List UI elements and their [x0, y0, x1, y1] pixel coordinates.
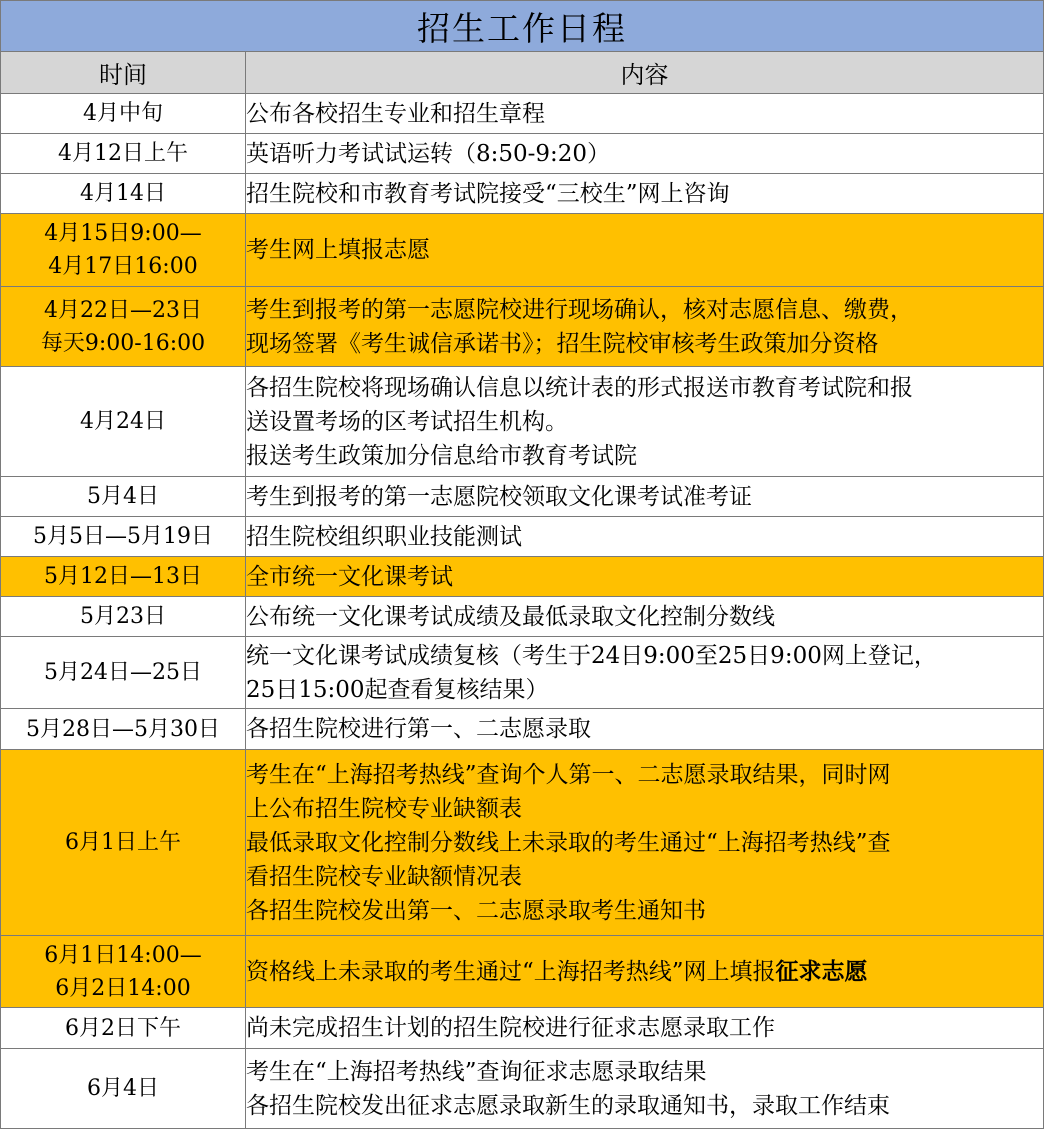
table-row: [1, 637, 1044, 709]
header-row: [1, 52, 1044, 94]
content-text: 各招生院校发出第一、二志愿录取考生通知书: [246, 897, 706, 924]
content-text: 各招生院校进行第一、二志愿录取: [246, 716, 591, 742]
content-text: 送设置考场的区考试招生机构。: [246, 408, 568, 435]
schedule-time-cell: 5月5日—5月19日: [1, 517, 246, 557]
table-row: [1, 1049, 1044, 1129]
content-line: [246, 1011, 1043, 1045]
content-line: [246, 233, 1043, 267]
content-text: 招生院校和市教育考试院接受“三校生”网上咨询: [246, 180, 730, 207]
content-emphasis: 征求志愿: [775, 957, 868, 985]
content-text: 公布统一文化课考试成绩及最低录取文化控制分数线: [246, 603, 775, 630]
schedule-content-cell: [246, 597, 1044, 637]
table-row: [1, 936, 1044, 1008]
schedule-time-cell: 4月24日: [1, 367, 246, 477]
content-line: [246, 894, 1043, 928]
schedule-content-cell: [246, 709, 1044, 750]
content-line: [246, 560, 1043, 594]
content-line: [246, 792, 1043, 826]
schedule-time-cell: 5月12日—13日: [1, 557, 246, 597]
schedule-time-cell: 6月1日上午: [1, 750, 246, 936]
schedule-body: [1, 94, 1044, 1129]
content-line: [246, 97, 1043, 131]
schedule-content-cell: [246, 287, 1044, 367]
schedule-content-cell: [246, 517, 1044, 557]
table-row: [1, 477, 1044, 517]
table-row: [1, 1008, 1044, 1049]
content-line: [246, 520, 1043, 554]
content-line: [246, 293, 1043, 327]
content-text: 尚未完成招生计划的招生院校进行征求志愿录取工作: [246, 1015, 775, 1041]
schedule-content-cell: [246, 134, 1044, 174]
content-line: [246, 405, 1043, 439]
schedule-time-cell: 6月2日下午: [1, 1008, 246, 1049]
content-line: [246, 600, 1043, 634]
content-text: 考生在“上海招考热线”查询个人第一、二志愿录取结果，同时网: [246, 761, 891, 788]
content-line: [246, 826, 1043, 860]
content-line: [246, 439, 1043, 473]
content-line: [246, 1089, 1043, 1123]
content-line: [246, 327, 1043, 361]
content-text: 最低录取文化控制分数线上未录取的考生通过“上海招考热线”查: [246, 829, 891, 856]
schedule-content-cell: [246, 1049, 1044, 1129]
title-row: [1, 1, 1044, 52]
content-text: 英语听力考试试运转（8:50-9:20）: [246, 140, 611, 167]
content-text: 统一文化课考试成绩复核（考生于24日9:00至25日9:00网上登记，: [246, 642, 937, 669]
table-row: [1, 597, 1044, 637]
content-text: 考生在“上海招考热线”查询征求志愿录取结果: [246, 1058, 707, 1085]
content-line: [246, 860, 1043, 894]
table-row: [1, 214, 1044, 287]
schedule-time-cell: 5月23日: [1, 597, 246, 637]
table-row: [1, 94, 1044, 134]
schedule-time-cell: 5月24日—25日: [1, 637, 246, 709]
schedule-content-cell: [246, 94, 1044, 134]
content-text: 考生到报考的第一志愿院校领取文化课考试准考证: [246, 483, 752, 510]
table-row: [1, 367, 1044, 477]
content-line: [246, 955, 1043, 989]
schedule-content-cell: [246, 936, 1044, 1008]
schedule-time-cell: 5月28日—5月30日: [1, 709, 246, 750]
content-text: 各招生院校发出征求志愿录取新生的录取通知书，录取工作结束: [246, 1092, 890, 1119]
content-line: [246, 177, 1043, 211]
column-header-time: 时间: [1, 52, 246, 94]
schedule-time-cell: 4月中旬: [1, 94, 246, 134]
content-text: 全市统一文化课考试: [246, 563, 453, 590]
table-row: [1, 517, 1044, 557]
content-line: [246, 371, 1043, 405]
schedule-time-cell: 4月14日: [1, 174, 246, 214]
content-text: 公布各校招生专业和招生章程: [246, 100, 545, 127]
schedule-content-cell: [246, 637, 1044, 709]
table-row: [1, 134, 1044, 174]
content-text: 考生网上填报志愿: [246, 237, 430, 263]
column-header-content: 内容: [246, 52, 1044, 94]
schedule-content-cell: [246, 557, 1044, 597]
content-line: [246, 673, 1043, 707]
content-line: [246, 480, 1043, 514]
schedule-content-cell: [246, 1008, 1044, 1049]
schedule-content-cell: [246, 367, 1044, 477]
schedule-time-cell: 4月15日9:00— 4月17日16:00: [1, 214, 246, 287]
content-line: [246, 639, 1043, 673]
schedule-content-cell: [246, 477, 1044, 517]
schedule-time-cell: 5月4日: [1, 477, 246, 517]
table-row: [1, 287, 1044, 367]
content-text: 招生院校组织职业技能测试: [246, 523, 522, 550]
content-text: 看招生院校专业缺额情况表: [246, 863, 522, 890]
content-text: 资格线上未录取的考生通过“上海招考热线”网上填报: [246, 958, 776, 985]
content-line: [246, 758, 1043, 792]
content-line: [246, 712, 1043, 746]
table-row: [1, 709, 1044, 750]
table-row: [1, 174, 1044, 214]
content-line: [246, 137, 1043, 171]
schedule-content-cell: [246, 214, 1044, 287]
content-text: 上公布招生院校专业缺额表: [246, 795, 522, 822]
schedule-time-cell: 6月1日14:00— 6月2日14:00: [1, 936, 246, 1008]
schedule-content-cell: [246, 174, 1044, 214]
table-row: [1, 557, 1044, 597]
schedule-time-cell: 6月4日: [1, 1049, 246, 1129]
content-text: 现场签署《考生诚信承诺书》；招生院校审核考生政策加分资格: [246, 330, 879, 357]
schedule-time-cell: 4月22日—23日 每天9:00-16:00: [1, 287, 246, 367]
table-title: 招生工作日程: [1, 1, 1044, 52]
content-text: 考生到报考的第一志愿院校进行现场确认，核对志愿信息、缴费，: [246, 296, 913, 323]
content-text: 报送考生政策加分信息给市教育考试院: [246, 442, 637, 469]
content-text: 各招生院校将现场确认信息以统计表的形式报送市教育考试院和报: [246, 374, 913, 401]
content-line: [246, 1055, 1043, 1089]
table-row: [1, 750, 1044, 936]
content-text: 25日15:00起查看复核结果）: [246, 676, 549, 703]
schedule-content-cell: [246, 750, 1044, 936]
schedule-time-cell: 4月12日上午: [1, 134, 246, 174]
